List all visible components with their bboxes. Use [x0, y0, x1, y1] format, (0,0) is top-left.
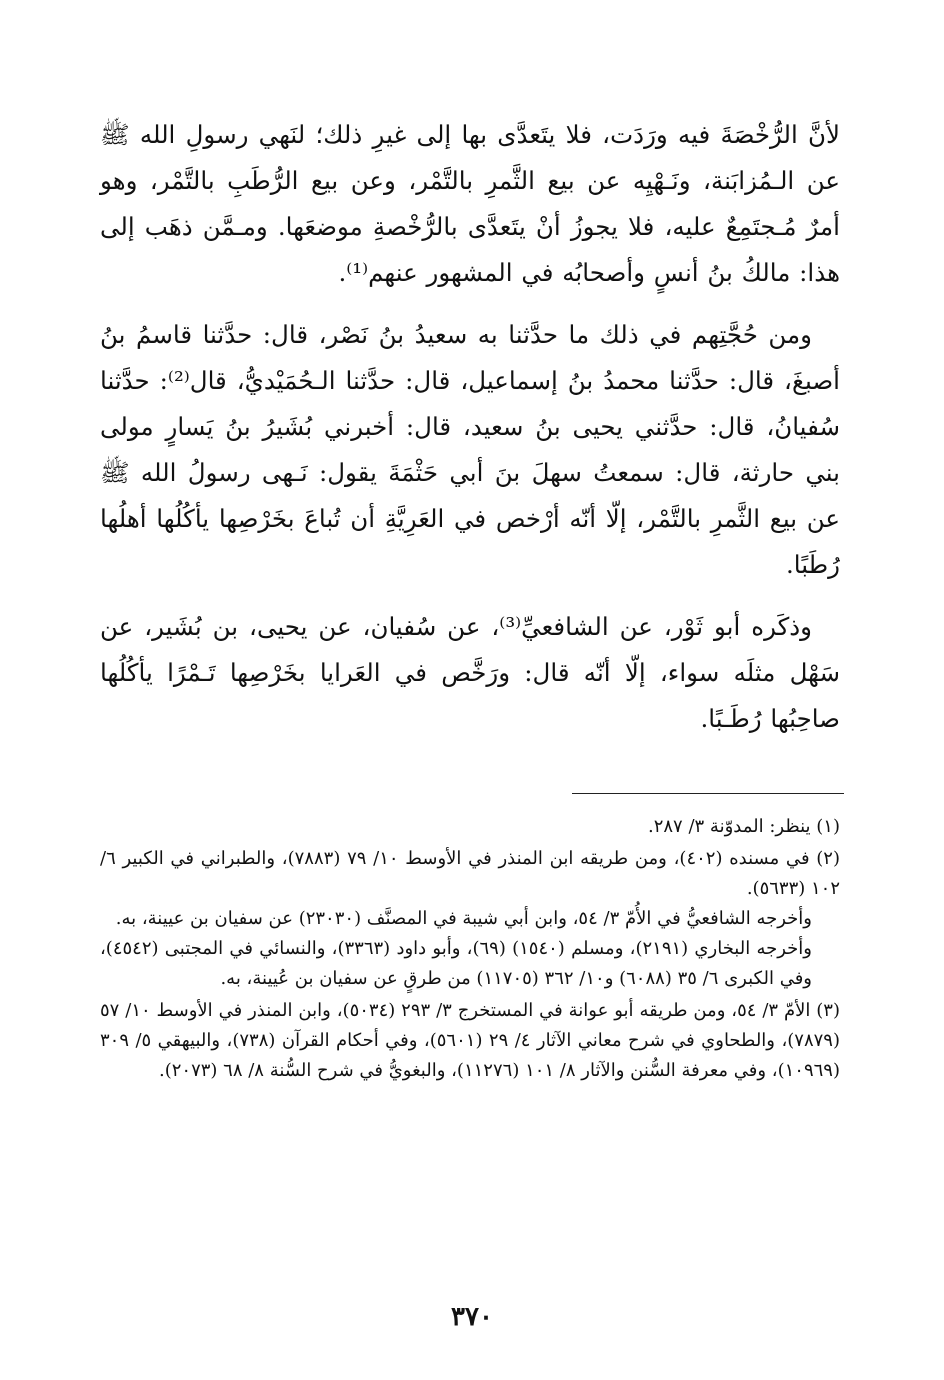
footnote-separator [572, 793, 844, 794]
page-number: ٣٧٠ [451, 1302, 493, 1332]
footnotes [100, 812, 840, 1086]
footnote-2-continuation-a: وأخرجه الشافعيُّ في الأُمّ ٣/ ٥٤، وابن أبي شيبة في المصنَّف (٢٣٠٣٠) عن سفيان بن عيينة، به. [115, 908, 812, 929]
footnote-2-continuation-b: وأخرجه البخاري (٢١٩١)، ومسلم (١٥٤٠) (٦٩)، وأبو داود (٣٣٦٣)، والنسائي في المجتبى (٤٥٤٢)، وفي الكبرى ٦/ ٣٥ (٦٠٨٨) و١٠/ ٣٦٢ (١١٧٠٥) من طرقٍ عن سفيان بن عُيينة، به. [100, 938, 812, 989]
footnote-2: (٢) في مسنده (٤٠٢)، ومن طريقه ابن المنذر في الأوسط ١٠/ ٧٩ (٧٨٨٣)، والطبراني في الكبير ٦/ ١٠٢ (٥٦٣٣). [100, 848, 840, 899]
paragraph-2: ومن حُجَّتِهم في ذلك ما حدَّثنا به سعيدُ بنُ نَصْر، قال: حدَّثنا قاسمُ بنُ أصبغَ، قال: حدَّثنا محمدُ بنُ إسماعيل، قال: حدَّثنا الـحُمَيْديُّ، قال⁽²⁾: حدَّثنا سُفيانُ، قال: حدَّثني يحيى بنُ سعيد، قال: أخبرني بُشَيرُ بنُ يَسارٍ مولى بني حارثة، قال: سمعتُ سهلَ بنَ أبي حَثْمَةَ يقول: نَـهى رسولُ الله ﷺ عن بيع الثَّمرِ بالتَّمْر، إلّا أنّه أرْخص في العَرِيَّةِ أن تُباعَ بخَرْصِها يأكُلُها أهلُها رُطَبًا. [100, 320, 841, 579]
footnote-1: (١) ينظر: المدوّنة ٣/ ٢٨٧. [647, 816, 840, 837]
paragraph-1: لأنَّ الرُّخْصَةَ فيه ورَدَت، فلا يتَعدَّى بها إلى غيرِ ذلك؛ لنَهي رسولِ الله ﷺ عن الـمُزابَنة، ونَـهْيِه عن بيع الثَّمرِ بالتَّمْر، وعن بيع الرُّطَبِ بالتَّمْر، وهو أمرٌ مُـجتَمِعٌ عليه، فلا يجوزُ أنْ يتَعدَّى بالرُّخْصةِ موضعَها. ومـمَّن ذهَب إلى هذا: مالكُ بنُ أنسٍ وأصحابُه في المشهور عنهم⁽¹⁾. [100, 120, 840, 287]
footnote-3: (٣) الأمّ ٣/ ٥٤، ومن طريقه أبو عوانة في المستخرج ٣/ ٢٩٣ (٥٠٣٤)، وابن المنذر في الأوسط ١٠/ ٥٧ (٧٨٧٩)، والطحاوي في شرح معاني الآثار ٤/ ٢٩ (٥٦٠١)، وفي أحكام القرآن (٧٣٨)، والبيهقي ٥/ ٣٠٩ (١٠٩٦٩)، وفي معرفة السُّنن والآثار ٨/ ١٠١ (١١٢٧٦)، والبغويُّ في شرح السُّنة ٨/ ٦٨ (٢٠٧٣). [100, 1000, 840, 1081]
main-text [100, 112, 840, 742]
paragraph-3: وذكَره أبو ثَوْر، عن الشافعيِّ⁽³⁾، عن سُفيان، عن يحيى، بن بُشَير، عن سَهْل مثلَه سواء، إلّا أنّه قال: ورَخَّص في العَرايا بخَرْصِها تَـمْرًا يأكُلُها صاحِبُها رُطَـبًا. [100, 612, 840, 733]
